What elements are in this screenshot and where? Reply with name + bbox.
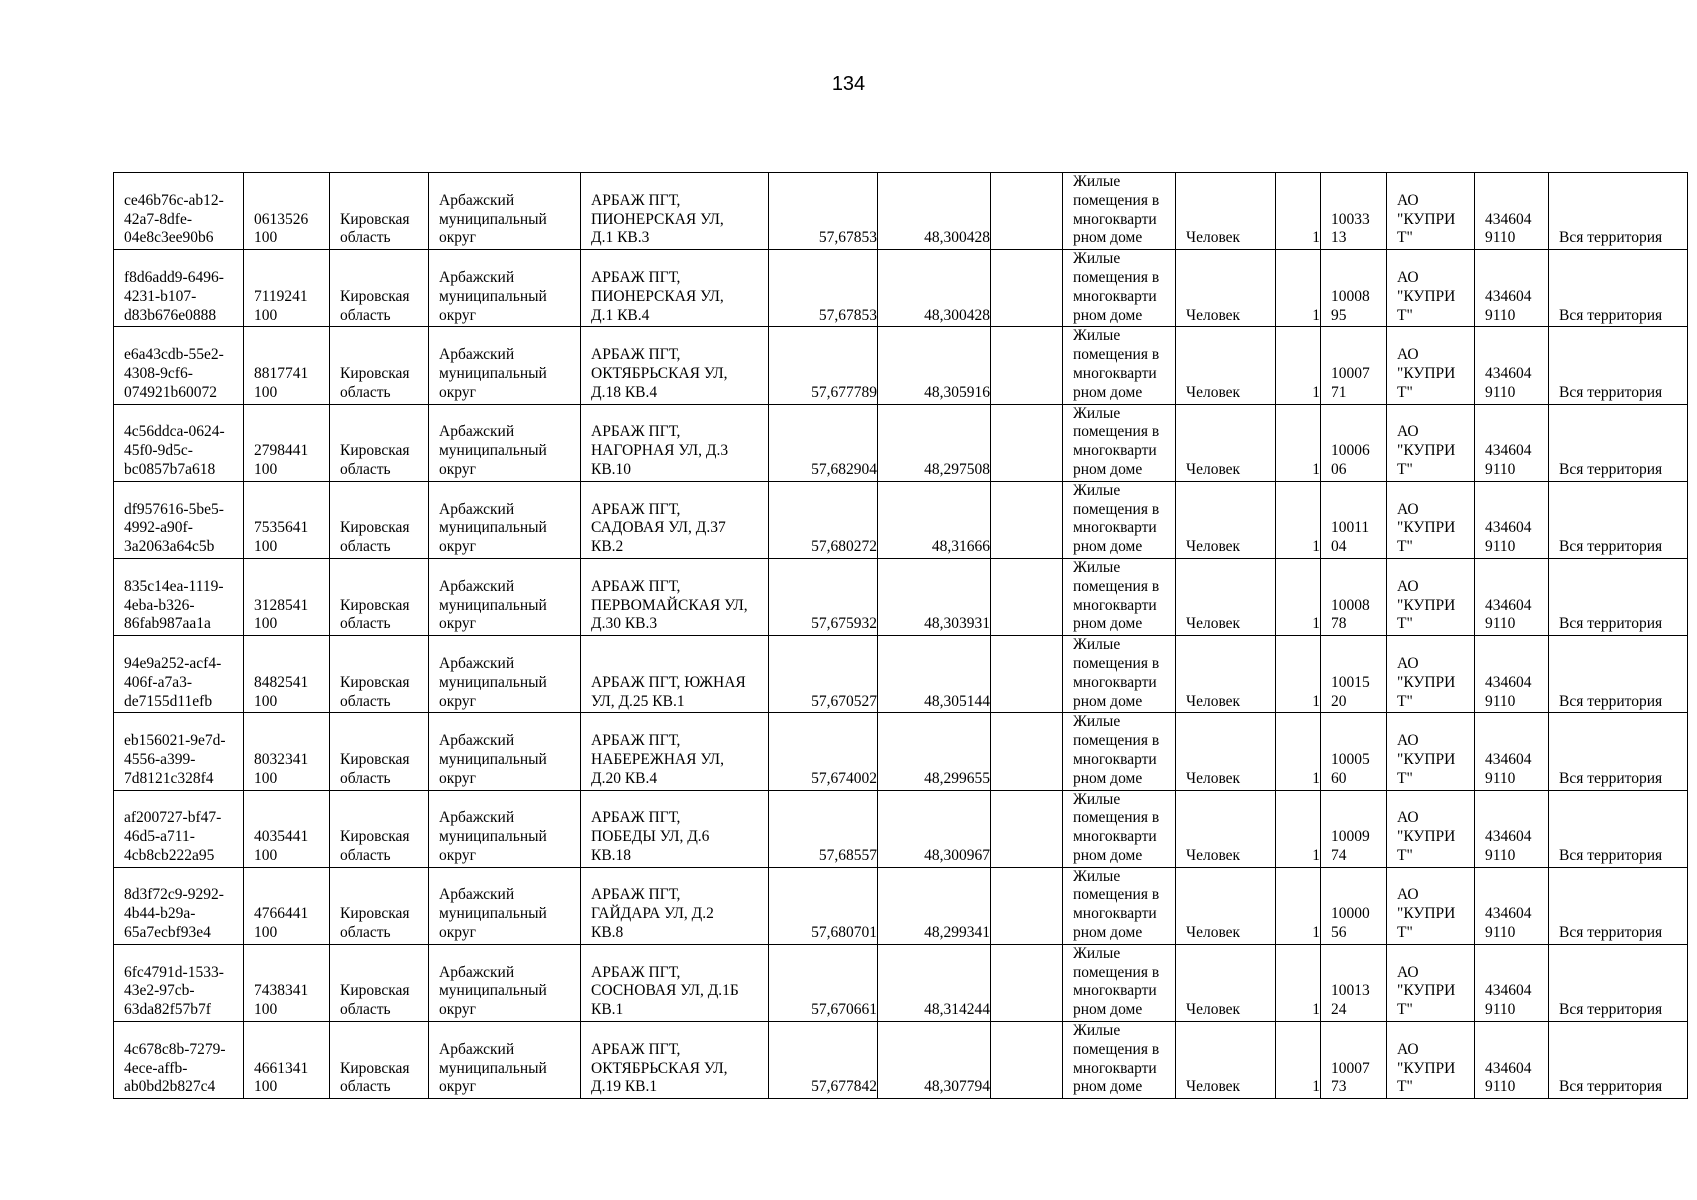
address-cell: АРБАЖ ПГТ, ЮЖНАЯ УЛ, Д.25 КВ.1	[581, 636, 769, 713]
municipality-cell: Арбажский муниципальный округ	[429, 481, 581, 558]
territory-cell: Вся территория	[1549, 636, 1688, 713]
record-id-cell: df957616-5be5- 4992-a90f- 3a2063a64c5b	[114, 481, 244, 558]
inn-cell: 434604 9110	[1475, 944, 1549, 1021]
table-row	[114, 636, 1688, 713]
unit-cell: Человек	[1176, 250, 1276, 327]
organization-cell: АО "КУПРИ Т"	[1387, 404, 1475, 481]
organization-cell: АО "КУПРИ Т"	[1387, 250, 1475, 327]
longitude-cell: 48,300428	[878, 250, 991, 327]
quantity-cell: 1	[1276, 790, 1321, 867]
empty-cell	[991, 404, 1063, 481]
unit-cell: Человек	[1176, 867, 1276, 944]
organization-cell: АО "КУПРИ Т"	[1387, 944, 1475, 1021]
empty-cell	[991, 790, 1063, 867]
organization-cell: АО "КУПРИ Т"	[1387, 327, 1475, 404]
table-row	[114, 790, 1688, 867]
account-number-cell: 10008 78	[1321, 558, 1387, 635]
inn-cell: 434604 9110	[1475, 173, 1549, 250]
account-number-cell: 10015 20	[1321, 636, 1387, 713]
table-row	[114, 404, 1688, 481]
inn-cell: 434604 9110	[1475, 713, 1549, 790]
municipality-cell: Арбажский муниципальный округ	[429, 790, 581, 867]
organization-cell: АО "КУПРИ Т"	[1387, 636, 1475, 713]
quantity-cell: 1	[1276, 173, 1321, 250]
territory-cell: Вся территория	[1549, 173, 1688, 250]
region-cell: Кировская область	[330, 713, 429, 790]
unit-cell: Человек	[1176, 327, 1276, 404]
account-number-cell: 10011 04	[1321, 481, 1387, 558]
premises-type-cell: Жилые помещения в многокварти рном доме	[1063, 790, 1176, 867]
code-cell: 8817741 100	[244, 327, 330, 404]
organization-cell: АО "КУПРИ Т"	[1387, 481, 1475, 558]
code-cell: 4661341 100	[244, 1022, 330, 1099]
registry-table-body	[114, 173, 1688, 1099]
latitude-cell: 57,670527	[769, 636, 878, 713]
record-id-cell: eb156021-9e7d- 4556-a399- 7d8121c328f4	[114, 713, 244, 790]
unit-cell: Человек	[1176, 713, 1276, 790]
table-row	[114, 713, 1688, 790]
code-cell: 0613526 100	[244, 173, 330, 250]
account-number-cell: 10013 24	[1321, 944, 1387, 1021]
code-cell: 2798441 100	[244, 404, 330, 481]
inn-cell: 434604 9110	[1475, 790, 1549, 867]
empty-cell	[991, 481, 1063, 558]
record-id-cell: 835c14ea-1119- 4eba-b326- 86fab987aa1a	[114, 558, 244, 635]
unit-cell: Человек	[1176, 481, 1276, 558]
premises-type-cell: Жилые помещения в многокварти рном доме	[1063, 1022, 1176, 1099]
record-id-cell: ce46b76c-ab12- 42a7-8dfe- 04e8c3ee90b6	[114, 173, 244, 250]
quantity-cell: 1	[1276, 250, 1321, 327]
address-cell: АРБАЖ ПГТ, САДОВАЯ УЛ, Д.37 КВ.2	[581, 481, 769, 558]
municipality-cell: Арбажский муниципальный округ	[429, 867, 581, 944]
longitude-cell: 48,305916	[878, 327, 991, 404]
address-cell: АРБАЖ ПГТ, ПОБЕДЫ УЛ, Д.6 КВ.18	[581, 790, 769, 867]
organization-cell: АО "КУПРИ Т"	[1387, 558, 1475, 635]
code-cell: 3128541 100	[244, 558, 330, 635]
account-number-cell: 10008 95	[1321, 250, 1387, 327]
quantity-cell: 1	[1276, 636, 1321, 713]
municipality-cell: Арбажский муниципальный округ	[429, 250, 581, 327]
empty-cell	[991, 250, 1063, 327]
organization-cell: АО "КУПРИ Т"	[1387, 713, 1475, 790]
table-row	[114, 481, 1688, 558]
longitude-cell: 48,297508	[878, 404, 991, 481]
inn-cell: 434604 9110	[1475, 327, 1549, 404]
premises-type-cell: Жилые помещения в многокварти рном доме	[1063, 250, 1176, 327]
territory-cell: Вся территория	[1549, 713, 1688, 790]
quantity-cell: 1	[1276, 558, 1321, 635]
region-cell: Кировская область	[330, 481, 429, 558]
unit-cell: Человек	[1176, 404, 1276, 481]
municipality-cell: Арбажский муниципальный округ	[429, 404, 581, 481]
territory-cell: Вся территория	[1549, 327, 1688, 404]
organization-cell: АО "КУПРИ Т"	[1387, 173, 1475, 250]
code-cell: 7119241 100	[244, 250, 330, 327]
address-cell: АРБАЖ ПГТ, ОКТЯБРЬСКАЯ УЛ, Д.18 КВ.4	[581, 327, 769, 404]
inn-cell: 434604 9110	[1475, 558, 1549, 635]
municipality-cell: Арбажский муниципальный округ	[429, 944, 581, 1021]
inn-cell: 434604 9110	[1475, 867, 1549, 944]
record-id-cell: f8d6add9-6496- 4231-b107- d83b676e0888	[114, 250, 244, 327]
quantity-cell: 1	[1276, 944, 1321, 1021]
unit-cell: Человек	[1176, 558, 1276, 635]
premises-type-cell: Жилые помещения в многокварти рном доме	[1063, 481, 1176, 558]
longitude-cell: 48,300428	[878, 173, 991, 250]
table-row	[114, 173, 1688, 250]
premises-type-cell: Жилые помещения в многокварти рном доме	[1063, 558, 1176, 635]
region-cell: Кировская область	[330, 250, 429, 327]
account-number-cell: 10007 71	[1321, 327, 1387, 404]
code-cell: 7438341 100	[244, 944, 330, 1021]
municipality-cell: Арбажский муниципальный округ	[429, 713, 581, 790]
latitude-cell: 57,680272	[769, 481, 878, 558]
account-number-cell: 10000 56	[1321, 867, 1387, 944]
longitude-cell: 48,307794	[878, 1022, 991, 1099]
inn-cell: 434604 9110	[1475, 250, 1549, 327]
address-cell: АРБАЖ ПГТ, ПЕРВОМАЙСКАЯ УЛ, Д.30 КВ.3	[581, 558, 769, 635]
organization-cell: АО "КУПРИ Т"	[1387, 790, 1475, 867]
latitude-cell: 57,670661	[769, 944, 878, 1021]
record-id-cell: 4c678c8b-7279- 4ece-affb- ab0bd2b827c4	[114, 1022, 244, 1099]
account-number-cell: 10007 73	[1321, 1022, 1387, 1099]
latitude-cell: 57,674002	[769, 713, 878, 790]
unit-cell: Человек	[1176, 790, 1276, 867]
empty-cell	[991, 944, 1063, 1021]
premises-type-cell: Жилые помещения в многокварти рном доме	[1063, 867, 1176, 944]
address-cell: АРБАЖ ПГТ, ОКТЯБРЬСКАЯ УЛ, Д.19 КВ.1	[581, 1022, 769, 1099]
premises-type-cell: Жилые помещения в многокварти рном доме	[1063, 173, 1176, 250]
premises-type-cell: Жилые помещения в многокварти рном доме	[1063, 636, 1176, 713]
address-cell: АРБАЖ ПГТ, НАБЕРЕЖНАЯ УЛ, Д.20 КВ.4	[581, 713, 769, 790]
empty-cell	[991, 1022, 1063, 1099]
quantity-cell: 1	[1276, 327, 1321, 404]
territory-cell: Вся территория	[1549, 250, 1688, 327]
address-cell: АРБАЖ ПГТ, ГАЙДАРА УЛ, Д.2 КВ.8	[581, 867, 769, 944]
latitude-cell: 57,67853	[769, 173, 878, 250]
code-cell: 8032341 100	[244, 713, 330, 790]
empty-cell	[991, 867, 1063, 944]
record-id-cell: e6a43cdb-55e2- 4308-9cf6- 074921b60072	[114, 327, 244, 404]
inn-cell: 434604 9110	[1475, 636, 1549, 713]
region-cell: Кировская область	[330, 636, 429, 713]
territory-cell: Вся территория	[1549, 867, 1688, 944]
code-cell: 4035441 100	[244, 790, 330, 867]
empty-cell	[991, 327, 1063, 404]
latitude-cell: 57,682904	[769, 404, 878, 481]
empty-cell	[991, 558, 1063, 635]
inn-cell: 434604 9110	[1475, 481, 1549, 558]
latitude-cell: 57,67853	[769, 250, 878, 327]
table-row	[114, 944, 1688, 1021]
account-number-cell: 10009 74	[1321, 790, 1387, 867]
municipality-cell: Арбажский муниципальный округ	[429, 558, 581, 635]
region-cell: Кировская область	[330, 944, 429, 1021]
region-cell: Кировская область	[330, 173, 429, 250]
longitude-cell: 48,305144	[878, 636, 991, 713]
account-number-cell: 10033 13	[1321, 173, 1387, 250]
account-number-cell: 10006 06	[1321, 404, 1387, 481]
quantity-cell: 1	[1276, 1022, 1321, 1099]
address-cell: АРБАЖ ПГТ, СОСНОВАЯ УЛ, Д.1Б КВ.1	[581, 944, 769, 1021]
premises-type-cell: Жилые помещения в многокварти рном доме	[1063, 713, 1176, 790]
region-cell: Кировская область	[330, 404, 429, 481]
registry-table	[113, 172, 1688, 1099]
territory-cell: Вся территория	[1549, 1022, 1688, 1099]
territory-cell: Вся территория	[1549, 790, 1688, 867]
territory-cell: Вся территория	[1549, 404, 1688, 481]
quantity-cell: 1	[1276, 867, 1321, 944]
latitude-cell: 57,680701	[769, 867, 878, 944]
region-cell: Кировская область	[330, 1022, 429, 1099]
table-row	[114, 250, 1688, 327]
inn-cell: 434604 9110	[1475, 1022, 1549, 1099]
territory-cell: Вся территория	[1549, 944, 1688, 1021]
longitude-cell: 48,314244	[878, 944, 991, 1021]
organization-cell: АО "КУПРИ Т"	[1387, 1022, 1475, 1099]
unit-cell: Человек	[1176, 1022, 1276, 1099]
region-cell: Кировская область	[330, 327, 429, 404]
unit-cell: Человек	[1176, 173, 1276, 250]
region-cell: Кировская область	[330, 558, 429, 635]
inn-cell: 434604 9110	[1475, 404, 1549, 481]
quantity-cell: 1	[1276, 404, 1321, 481]
record-id-cell: 94e9a252-acf4- 406f-a7a3- de7155d11efb	[114, 636, 244, 713]
record-id-cell: 4c56ddca-0624- 45f0-9d5c- bc0857b7a618	[114, 404, 244, 481]
empty-cell	[991, 713, 1063, 790]
code-cell: 4766441 100	[244, 867, 330, 944]
table-row	[114, 558, 1688, 635]
account-number-cell: 10005 60	[1321, 713, 1387, 790]
region-cell: Кировская область	[330, 867, 429, 944]
table-row	[114, 327, 1688, 404]
municipality-cell: Арбажский муниципальный округ	[429, 636, 581, 713]
empty-cell	[991, 173, 1063, 250]
latitude-cell: 57,68557	[769, 790, 878, 867]
empty-cell	[991, 636, 1063, 713]
code-cell: 8482541 100	[244, 636, 330, 713]
record-id-cell: 6fc4791d-1533- 43e2-97cb- 63da82f57b7f	[114, 944, 244, 1021]
table-row	[114, 1022, 1688, 1099]
address-cell: АРБАЖ ПГТ, ПИОНЕРСКАЯ УЛ, Д.1 КВ.3	[581, 173, 769, 250]
record-id-cell: af200727-bf47- 46d5-a711- 4cb8cb222a95	[114, 790, 244, 867]
quantity-cell: 1	[1276, 713, 1321, 790]
municipality-cell: Арбажский муниципальный округ	[429, 173, 581, 250]
organization-cell: АО "КУПРИ Т"	[1387, 867, 1475, 944]
municipality-cell: Арбажский муниципальный округ	[429, 1022, 581, 1099]
table-row	[114, 867, 1688, 944]
unit-cell: Человек	[1176, 944, 1276, 1021]
municipality-cell: Арбажский муниципальный округ	[429, 327, 581, 404]
quantity-cell: 1	[1276, 481, 1321, 558]
latitude-cell: 57,677842	[769, 1022, 878, 1099]
unit-cell: Человек	[1176, 636, 1276, 713]
latitude-cell: 57,677789	[769, 327, 878, 404]
address-cell: АРБАЖ ПГТ, НАГОРНАЯ УЛ, Д.3 КВ.10	[581, 404, 769, 481]
premises-type-cell: Жилые помещения в многокварти рном доме	[1063, 944, 1176, 1021]
record-id-cell: 8d3f72c9-9292- 4b44-b29a- 65a7ecbf93e4	[114, 867, 244, 944]
territory-cell: Вся территория	[1549, 558, 1688, 635]
address-cell: АРБАЖ ПГТ, ПИОНЕРСКАЯ УЛ, Д.1 КВ.4	[581, 250, 769, 327]
longitude-cell: 48,300967	[878, 790, 991, 867]
territory-cell: Вся территория	[1549, 481, 1688, 558]
premises-type-cell: Жилые помещения в многокварти рном доме	[1063, 327, 1176, 404]
code-cell: 7535641 100	[244, 481, 330, 558]
latitude-cell: 57,675932	[769, 558, 878, 635]
page-number: 134	[831, 73, 866, 95]
longitude-cell: 48,303931	[878, 558, 991, 635]
longitude-cell: 48,299655	[878, 713, 991, 790]
longitude-cell: 48,299341	[878, 867, 991, 944]
region-cell: Кировская область	[330, 790, 429, 867]
longitude-cell: 48,31666	[878, 481, 991, 558]
premises-type-cell: Жилые помещения в многокварти рном доме	[1063, 404, 1176, 481]
